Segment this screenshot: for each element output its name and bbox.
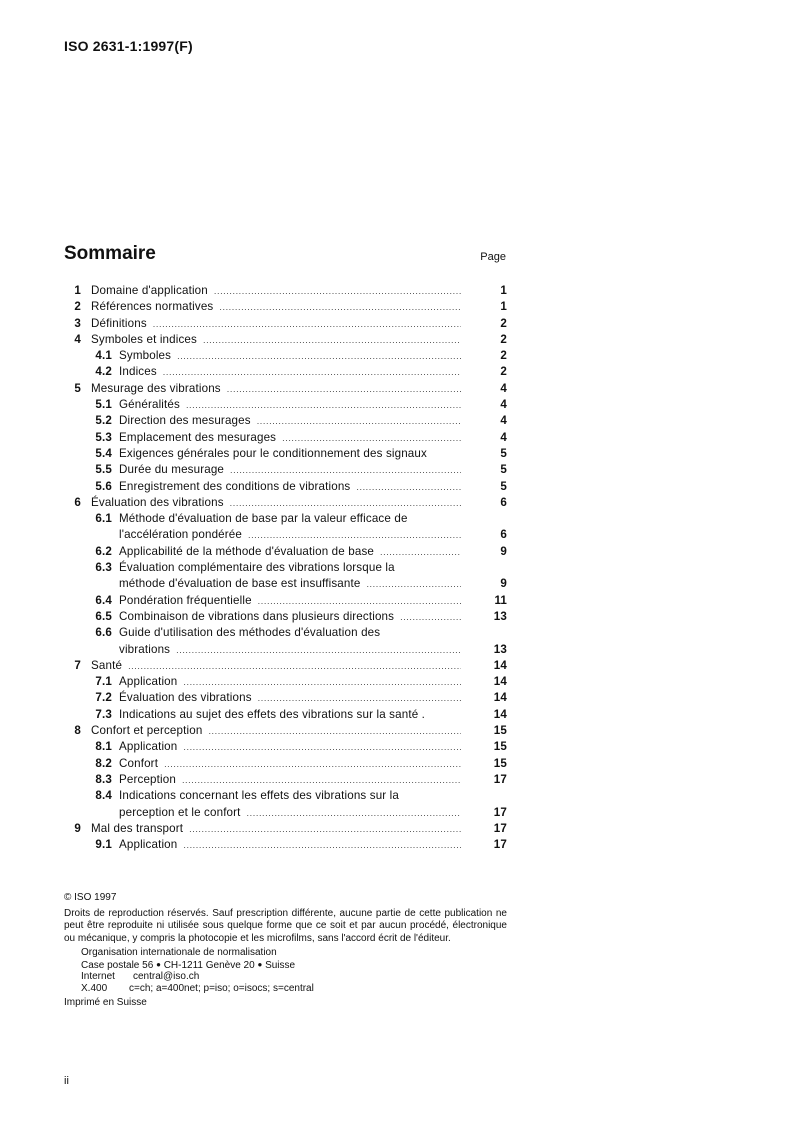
- toc-entry: [64, 299, 507, 315]
- toc-entry-page: 9: [500, 544, 507, 558]
- toc-entry-title: Symboles: [119, 349, 172, 363]
- toc-entry-title-block: [119, 430, 463, 446]
- toc-title-line: [119, 430, 463, 446]
- toc-entry-title: Mesurage des vibrations: [91, 381, 221, 395]
- dot-leader: [248, 527, 461, 543]
- x400-label: X.400: [81, 983, 108, 995]
- toc-entry-title-block: [119, 544, 463, 560]
- toc-entry-title: Généralités: [119, 398, 180, 412]
- toc-entry-page: 15: [493, 724, 507, 738]
- dot-leader: [247, 805, 461, 821]
- toc-entry: [64, 397, 507, 413]
- toc-entry-title: Applicabilité de la méthode d'évaluation de base: [119, 544, 374, 558]
- toc-entry: [64, 837, 507, 853]
- toc-entry-number: 6.4: [95, 593, 112, 607]
- toc-title-line: [119, 527, 463, 543]
- toc-entry-number: 8.1: [95, 740, 112, 754]
- toc-entry-title-block: [119, 593, 463, 609]
- toc-entry-number: 3: [74, 316, 81, 330]
- toc-entry-title: perception et le confort: [119, 805, 241, 819]
- toc-title-line: [119, 625, 463, 641]
- toc-entry-page: 14: [493, 675, 507, 689]
- toc-title-line: [119, 413, 463, 429]
- toc-title-line: [91, 316, 463, 332]
- toc-entry-title-block: [119, 397, 463, 413]
- toc-entry-title: Santé: [91, 658, 123, 672]
- toc-entry: [64, 674, 507, 690]
- toc-entry-page: 6: [500, 528, 507, 542]
- toc-title-line: [119, 690, 463, 706]
- toc-entry-page: 17: [493, 772, 507, 786]
- toc-entry-number: 6.2: [95, 544, 112, 558]
- address-city: CH-1211 Genève 20: [163, 959, 255, 971]
- toc-entry-number: 8.2: [95, 756, 112, 770]
- toc-entry-title: Durée du mesurage: [119, 463, 225, 477]
- dot-leader: [203, 332, 461, 348]
- toc-entry-page: 9: [500, 577, 507, 591]
- toc-entry-page: 15: [493, 740, 507, 754]
- toc-entry-number: 5.3: [95, 430, 112, 444]
- toc-entry-number: 9.1: [95, 838, 112, 852]
- toc-entry-title: Domaine d'application: [91, 284, 208, 297]
- dot-leader: [257, 413, 461, 429]
- toc-entry: [64, 283, 507, 299]
- toc-title-line: [119, 674, 463, 690]
- toc-entry-title-block: [119, 511, 463, 544]
- toc-title-line: [119, 739, 463, 755]
- toc-title-line: [119, 348, 463, 364]
- toc-entry-page: 11: [494, 593, 507, 607]
- dot-leader: [219, 299, 461, 315]
- toc-title-line: [119, 576, 463, 592]
- toc-title-line: [119, 446, 463, 462]
- toc-entry-title: Indices: [119, 365, 157, 379]
- toc-title-line: [119, 479, 463, 495]
- toc-title-line: [119, 642, 463, 658]
- toc-entry-page: 4: [500, 398, 507, 412]
- toc-entry-title: Perception: [119, 772, 176, 786]
- dot-leader: [214, 283, 461, 299]
- toc-entry-page: 2: [500, 349, 507, 363]
- toc-entry-number: 5.2: [95, 414, 112, 428]
- toc-entry-number: 4.2: [95, 365, 112, 379]
- toc-title-line: [119, 772, 463, 788]
- toc-title-line: [119, 837, 463, 853]
- toc-entry-number: 6.6: [95, 626, 112, 640]
- dot-leader: [282, 430, 461, 446]
- dot-leader: [230, 462, 461, 478]
- toc-entry-number: 8.3: [95, 772, 112, 786]
- toc-entry-number: 7.2: [95, 691, 112, 705]
- toc-entry-title-block: [91, 723, 463, 739]
- toc-entry: [64, 332, 507, 348]
- toc-entry: [64, 739, 507, 755]
- toc-entry-page: 2: [500, 332, 507, 346]
- toc-entry-title-block: [119, 674, 463, 690]
- dot-leader: [356, 479, 461, 495]
- toc-title-line: [91, 283, 463, 299]
- toc-entry-title-block: [91, 283, 463, 299]
- toc-entry: [64, 364, 507, 380]
- toc-entry: [64, 821, 507, 837]
- toc-entry-number: 8: [74, 724, 81, 738]
- toc-entry: [64, 625, 507, 658]
- dot-leader: [208, 723, 461, 739]
- address-box: Case postale 56: [81, 959, 154, 971]
- rights-statement: Droits de reproduction réservés. Sauf prescription différente, aucune partie de cette publication ne peut être reproduite ni utilisée sous quelque forme que ce soit et par aucun procédé, électronique ou mécanique, y compris la photocopie et les microfilms, sans l'accord écrit de l'éditeur.: [64, 908, 507, 944]
- toc-title-line: [91, 381, 463, 397]
- toc-entry-page: 1: [500, 300, 507, 314]
- x400-line: [81, 983, 507, 995]
- toc-entry: [64, 593, 507, 609]
- toc-entry-title-block: [119, 625, 463, 658]
- toc-entry-number: 6.3: [95, 561, 112, 575]
- toc-entry-title-block: [119, 609, 463, 625]
- toc-entry-title: Références normatives: [91, 300, 214, 314]
- toc-title-line: [91, 299, 463, 315]
- toc-entry-number: 5.6: [95, 479, 112, 493]
- table-of-contents: [64, 283, 507, 853]
- toc-entry-page: 13: [493, 642, 507, 656]
- internet-address: central@iso.ch: [133, 971, 200, 983]
- dot-leader: [227, 381, 461, 397]
- toc-entry-title: Combinaison de vibrations dans plusieurs directions: [119, 609, 395, 623]
- toc-entry-title-block: [91, 299, 463, 315]
- toc-entry-title: Indications concernant les effets des vibrations sur la: [119, 789, 399, 803]
- toc-entry-title-block: [91, 658, 463, 674]
- toc-entry-page: 17: [493, 805, 507, 819]
- toc-title-line: [91, 723, 463, 739]
- toc-entry-page: 5: [500, 463, 507, 477]
- toc-entry-title: Méthode d'évaluation de base par la valeur efficace de: [119, 512, 408, 526]
- dot-leader: [183, 837, 461, 853]
- toc-entry-title: Évaluation des vibrations: [119, 691, 252, 705]
- toc-entry-title: Définitions: [91, 316, 147, 330]
- toc-entry-title-block: [119, 413, 463, 429]
- toc-entry-title-block: [119, 348, 463, 364]
- dot-leader: [400, 609, 461, 625]
- page-number: ii: [64, 1075, 69, 1087]
- toc-title-line: [119, 593, 463, 609]
- toc-entry-number: 4.1: [95, 349, 112, 363]
- toc-title-line: [119, 805, 463, 821]
- toc-entry: [64, 788, 507, 821]
- toc-entry-title: Enregistrement des conditions de vibrations: [119, 479, 351, 493]
- dot-leader: [177, 348, 461, 364]
- toc-entry-number: 2: [74, 300, 81, 314]
- page-column-label: Page: [480, 251, 506, 263]
- toc-title-line: [91, 821, 463, 837]
- toc-entry-title: méthode d'évaluation de base est insuffisante: [119, 577, 361, 591]
- toc-entry-number: 5.1: [95, 398, 112, 412]
- toc-entry: [64, 348, 507, 364]
- toc-entry-number: 1: [74, 284, 81, 297]
- copyright-notice: [64, 892, 507, 1009]
- document-id: ISO 2631-1:1997(F): [64, 38, 193, 54]
- toc-entry-page: 14: [493, 707, 507, 721]
- address-country: Suisse: [265, 959, 296, 971]
- toc-entry: [64, 462, 507, 478]
- toc-entry: [64, 690, 507, 706]
- toc-entry-page: 17: [493, 821, 507, 835]
- toc-entry-title: Indications au sujet des effets des vibrations sur la santé .: [119, 707, 426, 721]
- toc-title-line: [119, 397, 463, 413]
- internet-label: Internet: [81, 971, 115, 983]
- org-name: Organisation internationale de normalisation: [81, 946, 277, 958]
- toc-entry-page: 13: [493, 609, 507, 623]
- toc-entry-number: 8.4: [95, 789, 112, 803]
- toc-entry-title: Application: [119, 740, 178, 754]
- toc-entry-title: Confort et perception: [91, 724, 203, 738]
- toc-entry: [64, 756, 507, 772]
- toc-title-line: [119, 511, 463, 527]
- toc-entry-title: Confort: [119, 756, 159, 770]
- toc-entry-number: 5.5: [95, 463, 112, 477]
- toc-entry-page: 1: [500, 284, 507, 297]
- toc-heading: Sommaire: [64, 243, 156, 264]
- toc-entry-title: Application: [119, 838, 178, 852]
- dot-leader: [182, 772, 461, 788]
- toc-title-line: [119, 609, 463, 625]
- toc-entry-number: 5.4: [95, 446, 112, 460]
- toc-entry: [64, 609, 507, 625]
- toc-entry-page: 5: [500, 479, 507, 493]
- toc-entry-title: Pondération fréquentielle: [119, 593, 252, 607]
- toc-entry: [64, 495, 507, 511]
- toc-entry-page: 17: [493, 838, 507, 852]
- toc-entry-page: 4: [500, 414, 507, 428]
- bullet-icon: ●: [257, 959, 263, 969]
- copyright-line: © ISO 1997: [64, 892, 117, 903]
- toc-entry: [64, 544, 507, 560]
- dot-leader: [189, 821, 461, 837]
- toc-entry-title: Évaluation complémentaire des vibrations lorsque la: [119, 561, 395, 575]
- toc-entry: [64, 430, 507, 446]
- toc-entry-title-block: [119, 772, 463, 788]
- toc-entry-page: 5: [500, 446, 507, 460]
- toc-entry-title-block: [91, 332, 463, 348]
- toc-entry-title-block: [91, 495, 463, 511]
- dot-leader: [186, 397, 461, 413]
- dot-leader: [164, 756, 461, 772]
- toc-entry-title-block: [119, 560, 463, 593]
- toc-title-line: [91, 495, 463, 511]
- dot-leader: [258, 593, 461, 609]
- toc-entry-number: 6.1: [95, 512, 112, 526]
- dot-leader: [258, 690, 461, 706]
- toc-entry-page: 2: [500, 365, 507, 379]
- toc-entry-page: 14: [493, 658, 507, 672]
- toc-entry: [64, 446, 507, 462]
- toc-entry: [64, 413, 507, 429]
- toc-entry-title-block: [119, 788, 463, 821]
- toc-entry-title-block: [91, 316, 463, 332]
- toc-entry: [64, 560, 507, 593]
- toc-entry-page: 14: [493, 691, 507, 705]
- toc-entry-number: 7.3: [95, 707, 112, 721]
- x400-address: c=ch; a=400net; p=iso; o=isocs; s=central: [129, 983, 314, 995]
- toc-entry-title-block: [119, 707, 463, 723]
- toc-entry-page: 6: [500, 495, 507, 509]
- toc-title-line: [119, 364, 463, 380]
- toc-entry-number: 9: [74, 821, 81, 835]
- toc-entry: [64, 511, 507, 544]
- toc-entry-number: 7: [74, 658, 81, 672]
- dot-leader: [230, 495, 461, 511]
- toc-entry-page: 2: [500, 316, 507, 330]
- toc-entry-title-block: [119, 837, 463, 853]
- toc-entry-number: 6: [74, 495, 81, 509]
- dot-leader: [366, 576, 461, 592]
- toc-entry: [64, 316, 507, 332]
- toc-entry: [64, 658, 507, 674]
- toc-entry: [64, 772, 507, 788]
- toc-entry-number: 4: [74, 332, 81, 346]
- toc-title-line: [119, 756, 463, 772]
- bullet-icon: ●: [156, 959, 161, 969]
- toc-title-line: [91, 332, 463, 348]
- toc-entry-number: 6.5: [95, 609, 112, 623]
- toc-entry-number: 5: [74, 381, 81, 395]
- toc-entry-title: Application: [119, 675, 178, 689]
- toc-entry-title-block: [91, 381, 463, 397]
- toc-entry: [64, 707, 507, 723]
- postal-address: [81, 959, 507, 972]
- toc-entry-title: vibrations: [119, 642, 171, 656]
- dot-leader: [176, 642, 461, 658]
- toc-entry-title: Symboles et indices: [91, 332, 197, 346]
- toc-entry-title: Exigences générales pour le conditionnement des signaux: [119, 446, 427, 460]
- printed-in: Imprimé en Suisse: [64, 997, 147, 1008]
- toc-entry-title: Évaluation des vibrations: [91, 495, 224, 509]
- dot-leader: [183, 674, 461, 690]
- toc-title-line: [119, 788, 463, 804]
- toc-entry-title-block: [119, 462, 463, 478]
- toc-entry: [64, 479, 507, 495]
- toc-entry-page: 4: [500, 381, 507, 395]
- toc-entry-page: 4: [500, 430, 507, 444]
- toc-title-line: [119, 462, 463, 478]
- dot-leader: [153, 316, 461, 332]
- toc-entry-number: 7.1: [95, 675, 112, 689]
- toc-title-line: [119, 544, 463, 560]
- toc-entry-title-block: [119, 756, 463, 772]
- toc-entry: [64, 723, 507, 739]
- toc-entry-title-block: [91, 821, 463, 837]
- toc-entry-title: Direction des mesurages: [119, 414, 251, 428]
- toc-title-line: [91, 658, 463, 674]
- toc-entry-title-block: [119, 479, 463, 495]
- toc-entry-title: Guide d'utilisation des méthodes d'évaluation des: [119, 626, 381, 640]
- toc-entry: [64, 381, 507, 397]
- toc-title-line: [119, 560, 463, 576]
- dot-leader: [380, 544, 461, 560]
- publisher-block: [81, 947, 507, 995]
- toc-entry-page: 15: [493, 756, 507, 770]
- toc-entry-title-block: [119, 739, 463, 755]
- toc-title-line: [119, 707, 463, 723]
- dot-leader: [163, 364, 461, 380]
- dot-leader: [183, 739, 461, 755]
- toc-entry-title-block: [119, 446, 463, 462]
- internet-line: [81, 971, 507, 983]
- toc-entry-title: Emplacement des mesurages: [119, 430, 277, 444]
- toc-entry-title: Mal des transport: [91, 821, 184, 835]
- toc-entry-title-block: [119, 690, 463, 706]
- toc-entry-title: l'accélération pondérée: [119, 528, 242, 542]
- dot-leader: [128, 658, 461, 674]
- toc-entry-title-block: [119, 364, 463, 380]
